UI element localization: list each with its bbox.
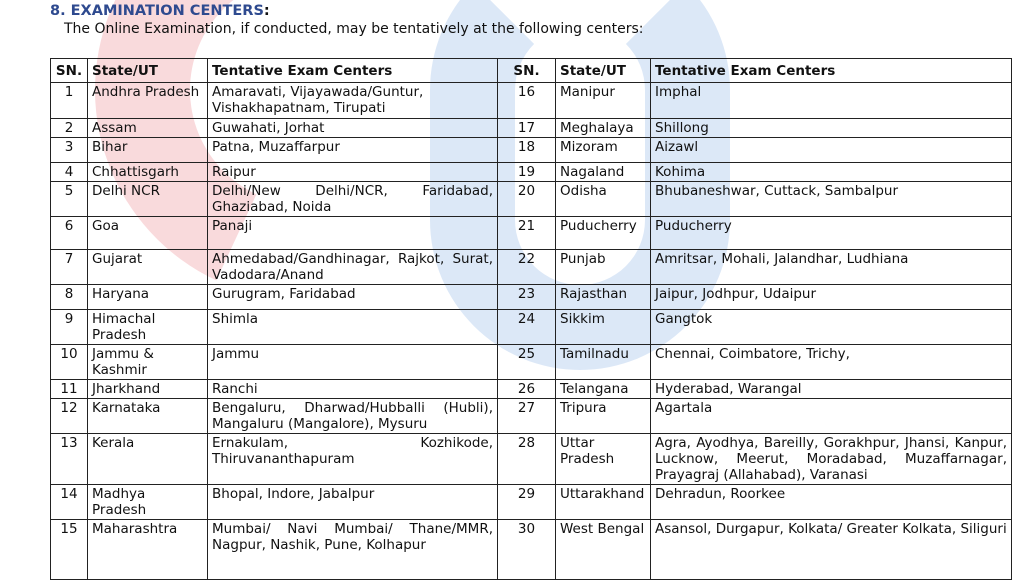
header-state-left: State/UT: [88, 59, 208, 83]
centers-cell: Shillong: [651, 119, 1012, 138]
state-cell: Karnataka: [88, 399, 208, 434]
sn-cell: 5: [51, 182, 88, 217]
table-row: [51, 485, 1012, 520]
table-row: [51, 285, 1012, 310]
sn-cell: 21: [498, 217, 556, 250]
state-cell: Puducherry: [556, 217, 651, 250]
table-row: [51, 399, 1012, 434]
centers-cell: Jaipur, Jodhpur, Udaipur: [651, 285, 1012, 310]
state-cell: Madhya Pradesh: [88, 485, 208, 520]
sn-cell: 12: [51, 399, 88, 434]
table-row: [51, 119, 1012, 138]
sn-cell: 16: [498, 83, 556, 119]
table-row: [51, 182, 1012, 217]
state-cell: Sikkim: [556, 310, 651, 345]
sn-cell: 8: [51, 285, 88, 310]
exam-centers-table: [50, 58, 1012, 580]
table-row: [51, 163, 1012, 182]
sn-cell: 28: [498, 434, 556, 485]
table-row: [51, 434, 1012, 485]
state-cell: Uttar Pradesh: [556, 434, 651, 485]
header-centers-right: Tentative Exam Centers: [651, 59, 1012, 83]
sn-cell: 3: [51, 138, 88, 163]
centers-cell: Guwahati, Jorhat: [208, 119, 498, 138]
centers-cell: Kohima: [651, 163, 1012, 182]
state-cell: Chhattisgarh: [88, 163, 208, 182]
header-state-right: State/UT: [556, 59, 651, 83]
centers-cell: Raipur: [208, 163, 498, 182]
section-title: 8. EXAMINATION CENTERS: [50, 3, 264, 19]
centers-cell: Dehradun, Roorkee: [651, 485, 1012, 520]
sn-cell: 7: [51, 250, 88, 285]
header-sn-left: SN.: [51, 59, 88, 83]
state-cell: Tamilnadu: [556, 345, 651, 380]
state-cell: Manipur: [556, 83, 651, 119]
state-cell: Meghalaya: [556, 119, 651, 138]
state-cell: Goa: [88, 217, 208, 250]
sn-cell: 29: [498, 485, 556, 520]
sn-cell: 14: [51, 485, 88, 520]
sn-cell: 15: [51, 520, 88, 580]
table-row: [51, 83, 1012, 119]
centers-cell: Bengaluru, Dharwad/Hubballi (Hubli), Mangaluru (Mangalore), Mysuru: [208, 399, 498, 434]
sn-cell: 19: [498, 163, 556, 182]
centers-cell: Ahmedabad/Gandhinagar, Rajkot, Surat, Vadodara/Anand: [208, 250, 498, 285]
state-cell: Himachal Pradesh: [88, 310, 208, 345]
centers-cell: Panaji: [208, 217, 498, 250]
sn-cell: 24: [498, 310, 556, 345]
sn-cell: 26: [498, 380, 556, 399]
state-cell: Andhra Pradesh: [88, 83, 208, 119]
state-cell: Assam: [88, 119, 208, 138]
state-cell: Punjab: [556, 250, 651, 285]
state-cell: Jammu & Kashmir: [88, 345, 208, 380]
table-header-row: [51, 59, 1012, 83]
centers-cell: Gangtok: [651, 310, 1012, 345]
sn-cell: 20: [498, 182, 556, 217]
state-cell: Maharashtra: [88, 520, 208, 580]
centers-cell: Imphal: [651, 83, 1012, 119]
centers-cell: Chennai, Coimbatore, Trichy,: [651, 345, 1012, 380]
centers-cell: Agra, Ayodhya, Bareilly, Gorakhpur, Jhansi, Kanpur, Lucknow, Meerut, Moradabad, Muzaffarnagar, Prayagraj (Allahabad), Varanasi: [651, 434, 1012, 485]
table-row: [51, 345, 1012, 380]
sn-cell: 11: [51, 380, 88, 399]
table-row: [51, 217, 1012, 250]
sn-cell: 27: [498, 399, 556, 434]
sn-cell: 30: [498, 520, 556, 580]
sn-cell: 18: [498, 138, 556, 163]
table-row: [51, 310, 1012, 345]
state-cell: Odisha: [556, 182, 651, 217]
centers-cell: Mumbai/ Navi Mumbai/ Thane/MMR, Nagpur, Nashik, Pune, Kolhapur: [208, 520, 498, 580]
sn-cell: 9: [51, 310, 88, 345]
centers-cell: Delhi/New Delhi/NCR, Faridabad, Ghaziabad, Noida: [208, 182, 498, 217]
state-cell: Nagaland: [556, 163, 651, 182]
state-cell: Tripura: [556, 399, 651, 434]
state-cell: West Bengal: [556, 520, 651, 580]
sn-cell: 22: [498, 250, 556, 285]
centers-cell: Bhopal, Indore, Jabalpur: [208, 485, 498, 520]
centers-cell: Asansol, Durgapur, Kolkata/ Greater Kolkata, Siliguri: [651, 520, 1012, 580]
table-row: [51, 250, 1012, 285]
centers-cell: Bhubaneshwar, Cuttack, Sambalpur: [651, 182, 1012, 217]
state-cell: Mizoram: [556, 138, 651, 163]
state-cell: Delhi NCR: [88, 182, 208, 217]
table-row: [51, 380, 1012, 399]
centers-cell: Ranchi: [208, 380, 498, 399]
sn-cell: 4: [51, 163, 88, 182]
table-row: [51, 138, 1012, 163]
sn-cell: 13: [51, 434, 88, 485]
header-sn-right: SN.: [498, 59, 556, 83]
centers-cell: Patna, Muzaffarpur: [208, 138, 498, 163]
table-row: [51, 520, 1012, 580]
sn-cell: 2: [51, 119, 88, 138]
state-cell: Kerala: [88, 434, 208, 485]
sn-cell: 6: [51, 217, 88, 250]
centers-cell: Amritsar, Mohali, Jalandhar, Ludhiana: [651, 250, 1012, 285]
centers-cell: Gurugram, Faridabad: [208, 285, 498, 310]
centers-cell: Agartala: [651, 399, 1012, 434]
centers-cell: Puducherry: [651, 217, 1012, 250]
sn-cell: 17: [498, 119, 556, 138]
section-colon: :: [263, 3, 270, 19]
centers-cell: Jammu: [208, 345, 498, 380]
state-cell: Bihar: [88, 138, 208, 163]
sn-cell: 23: [498, 285, 556, 310]
centers-cell: Shimla: [208, 310, 498, 345]
centers-cell: Amaravati, Vijayawada/Guntur, Vishakhapatnam, Tirupati: [208, 83, 498, 119]
state-cell: Uttarakhand: [556, 485, 651, 520]
state-cell: Telangana: [556, 380, 651, 399]
sn-cell: 10: [51, 345, 88, 380]
header-centers-left: Tentative Exam Centers: [208, 59, 498, 83]
centers-cell: Aizawl: [651, 138, 1012, 163]
state-cell: Rajasthan: [556, 285, 651, 310]
sn-cell: 1: [51, 83, 88, 119]
state-cell: Gujarat: [88, 250, 208, 285]
centers-cell: Hyderabad, Warangal: [651, 380, 1012, 399]
sn-cell: 25: [498, 345, 556, 380]
centers-cell: Ernakulam, Kozhikode, Thiruvananthapuram: [208, 434, 498, 485]
state-cell: Haryana: [88, 285, 208, 310]
section-heading: [50, 3, 270, 19]
intro-text: The Online Examination, if conducted, may be tentatively at the following centers:: [64, 21, 644, 37]
state-cell: Jharkhand: [88, 380, 208, 399]
